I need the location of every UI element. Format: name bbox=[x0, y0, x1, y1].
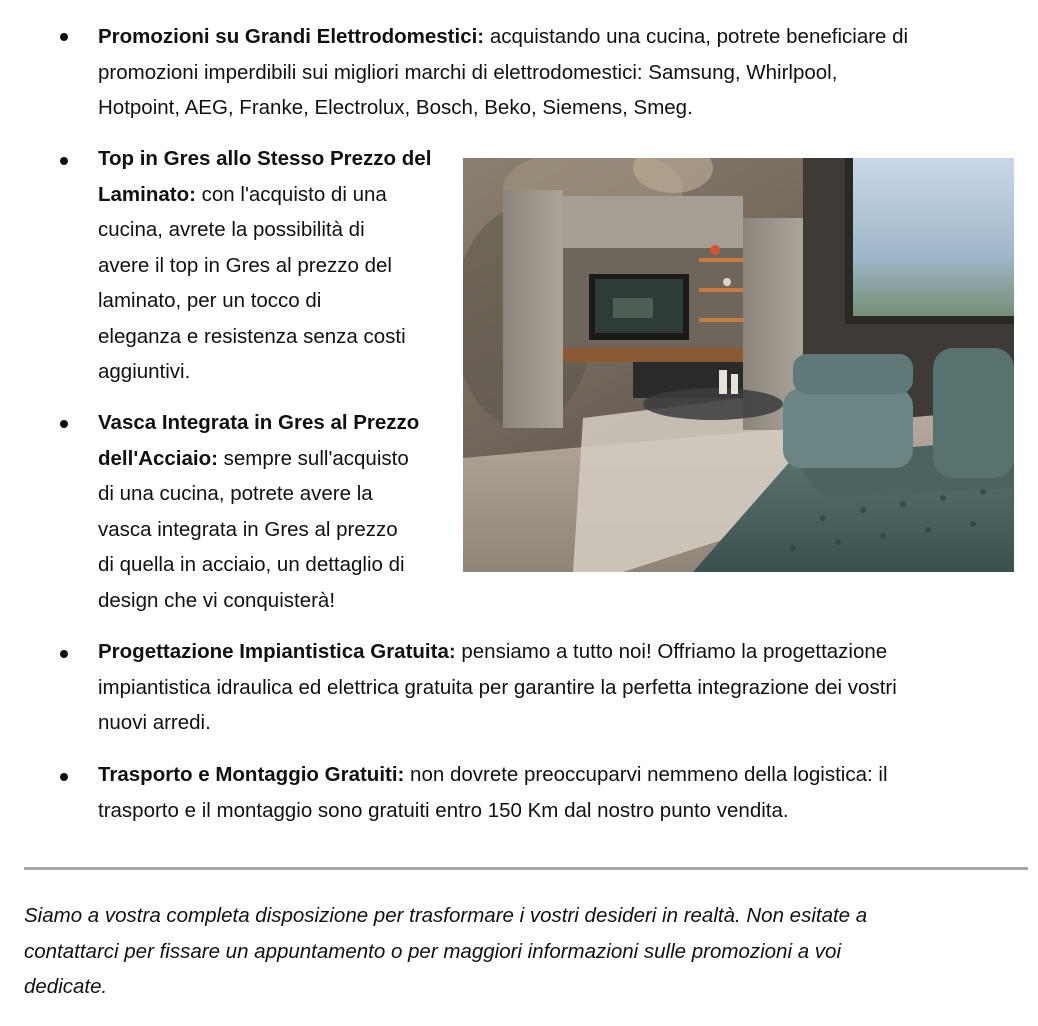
item-text bbox=[98, 405, 458, 618]
item-line: avere il top in Gres al prezzo del bbox=[98, 253, 392, 277]
item-line: pensiamo a tutto noi! Offriamo la progettazione bbox=[455, 640, 888, 663]
item-line: design che vi conquisterà! bbox=[98, 588, 336, 612]
item-text bbox=[98, 757, 1018, 828]
closing-line: dedicate. bbox=[24, 975, 108, 998]
item-title: Progettazione Impiantistica Gratuita: bbox=[98, 640, 456, 663]
item-line: di una cucina, potrete avere la bbox=[98, 482, 373, 505]
item-title: Vasca Integrata in Gres al Prezzo bbox=[98, 411, 420, 434]
closing-paragraph bbox=[24, 898, 1014, 1005]
item-line: non dovrete preoccuparvi nemmeno della logistica: il bbox=[404, 763, 888, 786]
item-line: impiantistica idraulica ed elettrica gratuita per garantire la perfetta integrazione dei vostri bbox=[98, 675, 897, 699]
item-line: cucina, avrete la possibilità di bbox=[98, 218, 365, 241]
bullet-icon bbox=[60, 773, 68, 781]
item-line: eleganza e resistenza senza costi bbox=[98, 324, 406, 348]
item-line: di quella in acciaio, un dettaglio di bbox=[98, 553, 405, 576]
item-line: nuovi arredi. bbox=[98, 711, 211, 734]
item-title: Trasporto e Montaggio Gratuiti: bbox=[98, 763, 405, 786]
item-title: Top in Gres allo Stesso Prezzo del bbox=[98, 147, 432, 170]
item-title: Promozioni su Grandi Elettrodomestici: bbox=[98, 25, 485, 48]
item-line: sempre sull'acquisto bbox=[217, 446, 409, 470]
item-text bbox=[98, 634, 1018, 741]
item-title: dell'Acciaio: bbox=[98, 446, 218, 470]
bullet-icon bbox=[60, 33, 68, 41]
item-text bbox=[98, 141, 458, 390]
item-title: Laminato: bbox=[98, 182, 196, 206]
showroom-photo bbox=[463, 158, 1014, 572]
item-line: promozioni imperdibili sui migliori marchi di elettrodomestici: Samsung, Whirlpool, bbox=[98, 60, 838, 84]
closing-line: Siamo a vostra completa disposizione per trasformare i vostri desideri in realtà. Non esitate a bbox=[24, 904, 868, 927]
item-line: trasporto e il montaggio sono gratuiti entro 150 Km dal nostro punto vendita. bbox=[98, 798, 789, 822]
item-line: aggiuntivi. bbox=[98, 360, 191, 383]
item-text bbox=[98, 19, 1018, 126]
item-line: Hotpoint, AEG, Franke, Electrolux, Bosch, Beko, Siemens, Smeg. bbox=[98, 96, 693, 119]
bullet-icon bbox=[60, 650, 68, 658]
item-line: con l'acquisto di una bbox=[195, 182, 387, 206]
bullet-icon bbox=[60, 420, 68, 428]
closing-line: contattarci per fissare un appuntamento o per maggiori informazioni sulle promozioni a voi bbox=[24, 939, 842, 963]
item-line: vasca integrata in Gres al prezzo bbox=[98, 517, 398, 541]
item-line: acquistando una cucina, potrete beneficiare di bbox=[484, 25, 909, 48]
item-line: laminato, per un tocco di bbox=[98, 289, 322, 312]
living-room-illustration bbox=[463, 158, 1014, 572]
horizontal-divider bbox=[24, 867, 1028, 870]
bullet-icon bbox=[60, 157, 68, 165]
